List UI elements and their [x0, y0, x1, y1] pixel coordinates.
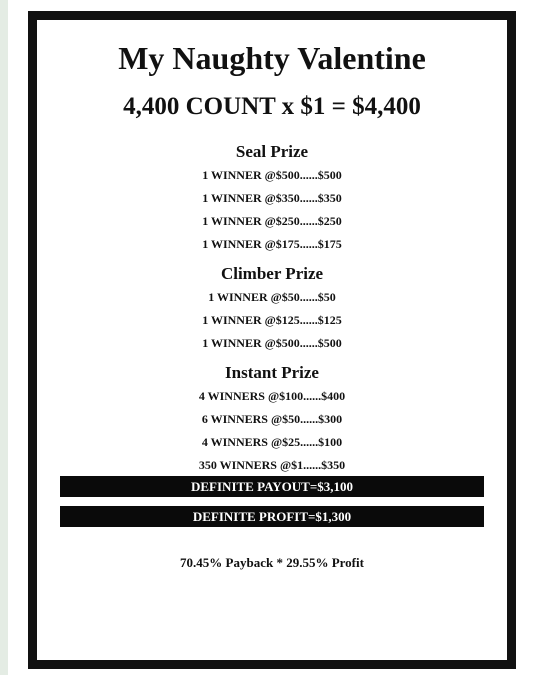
seal-prize-title: Seal Prize [235, 142, 309, 161]
profit-bar: DEFINITE PROFIT=$1,300 [60, 506, 484, 527]
flyer-title: My Naughty Valentine [118, 40, 426, 76]
instant-prize-line: 6 WINNERS @$50......$300 [201, 412, 343, 426]
instant-prize-title: Instant Prize [225, 363, 319, 382]
payout-bar: DEFINITE PAYOUT=$3,100 [60, 476, 484, 497]
seal-prize-line: 1 WINNER @$175......$175 [202, 237, 342, 251]
instant-prize-line: 4 WINNERS @$100......$400 [198, 389, 346, 403]
climber-prize-section [37, 262, 507, 355]
climber-prize-line: 1 WINNER @$50......$50 [208, 290, 336, 304]
climber-prize-title: Climber Prize [220, 264, 324, 283]
page-edge [0, 0, 8, 675]
instant-prize-section [37, 361, 507, 477]
seal-prize-line: 1 WINNER @$500......$500 [202, 168, 342, 182]
seal-prize-line: 1 WINNER @$250......$250 [202, 214, 342, 228]
flyer-subtitle: 4,400 COUNT x $1 = $4,400 [123, 93, 421, 120]
seal-prize-section [37, 140, 507, 256]
seal-prize-line: 1 WINNER @$350......$350 [202, 191, 342, 205]
flyer-frame [28, 11, 516, 669]
climber-prize-line: 1 WINNER @$125......$125 [202, 313, 342, 327]
instant-prize-line: 350 WINNERS @$1......$350 [198, 458, 346, 472]
climber-prize-line: 1 WINNER @$500......$500 [202, 336, 342, 350]
payback-footer: 70.45% Payback * 29.55% Profit [180, 555, 364, 570]
instant-prize-line: 4 WINNERS @$25......$100 [201, 435, 343, 449]
